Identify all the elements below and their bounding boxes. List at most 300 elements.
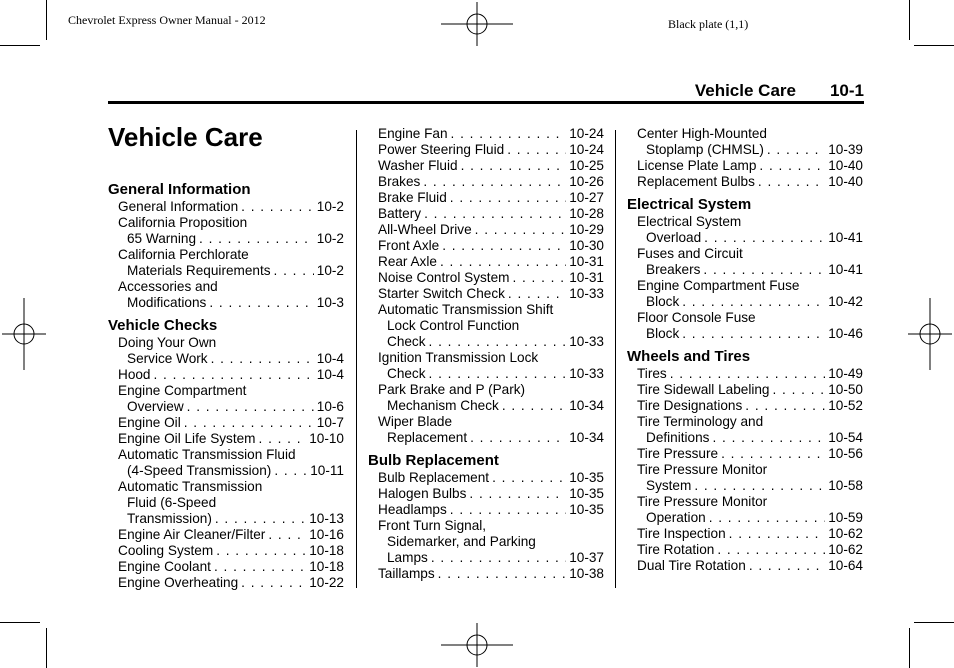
toc-page-number: 10-16 [309, 527, 344, 542]
toc-entry[interactable] [368, 206, 604, 222]
toc-page-number: 10-34 [569, 430, 604, 445]
dot-leader [450, 190, 566, 206]
section-heading: Vehicle Checks [108, 317, 218, 334]
dot-leader [682, 294, 825, 310]
toc-page-number: 10-29 [569, 222, 604, 237]
toc-entry[interactable] [368, 518, 604, 566]
toc-entry-line [118, 575, 344, 591]
toc-entry[interactable] [368, 414, 604, 446]
toc-entry-title: Engine Overheating [118, 575, 239, 590]
dot-leader [241, 575, 306, 591]
toc-page-number: 10-10 [309, 431, 344, 446]
dot-leader [211, 351, 314, 367]
toc-entry-line [378, 518, 604, 534]
toc-entry-title: Materials Requirements [127, 263, 271, 278]
toc-entry[interactable] [108, 335, 344, 367]
toc-entry-title: Overload [646, 230, 702, 245]
dot-leader [442, 238, 566, 254]
toc-entry-title: Block [646, 326, 680, 341]
toc-entry-title: Check [387, 334, 426, 349]
toc-entry-title: Replacement [387, 430, 468, 445]
dot-leader [429, 366, 567, 382]
dot-leader [704, 230, 825, 246]
toc-entry-title: Cooling System [118, 543, 214, 558]
toc-page-number: 10-30 [569, 238, 604, 253]
toc-entry-line [637, 310, 863, 326]
dot-leader [461, 158, 567, 174]
toc-entry-line [118, 447, 344, 463]
dot-leader [241, 199, 314, 215]
toc-entry[interactable] [627, 542, 863, 558]
toc-entry-line [637, 398, 863, 414]
toc-entry[interactable] [108, 383, 344, 415]
header-rule [108, 101, 864, 104]
dot-leader [423, 174, 566, 190]
dot-leader [215, 511, 306, 527]
dot-leader [773, 382, 826, 398]
toc-page-number: 10-37 [569, 550, 604, 565]
dot-leader [492, 470, 566, 486]
running-header [108, 81, 864, 101]
toc-page-number: 10-58 [828, 478, 863, 493]
section-heading: Bulb Replacement [368, 452, 499, 469]
toc-entry-title: Floor Console Fuse [637, 310, 756, 325]
toc-entry-line [637, 558, 863, 574]
toc-entry-line [118, 479, 344, 495]
toc-entry[interactable] [368, 566, 604, 582]
toc-entry-line [378, 566, 604, 582]
toc-entry-line [378, 238, 604, 254]
toc-entry-title: Front Axle [378, 238, 440, 253]
toc-page-number: 10-11 [310, 463, 344, 478]
toc-page-number: 10-22 [309, 575, 344, 590]
toc-entry-line [118, 383, 344, 399]
toc-entry-title: Definitions [646, 430, 710, 445]
toc-entry-title: General Information [118, 199, 239, 214]
toc-entry[interactable] [108, 247, 344, 279]
toc-entry[interactable] [368, 486, 604, 502]
toc-entry-title: Check [387, 366, 426, 381]
toc-entry-line [378, 550, 604, 566]
toc-entry-title: Accessories and [118, 279, 218, 294]
toc-page-number: 10-62 [828, 526, 863, 541]
crop-mark [914, 45, 954, 46]
dot-leader [274, 463, 307, 479]
toc-entry-line [118, 263, 344, 279]
toc-entry-line [637, 446, 863, 462]
toc-entry-line [378, 470, 604, 486]
toc-entry[interactable] [627, 174, 863, 190]
dot-leader [199, 231, 314, 247]
toc-entry[interactable] [627, 310, 863, 342]
dot-leader [214, 559, 306, 575]
toc-entry-line [118, 463, 344, 479]
toc-entry-title: Engine Coolant [118, 559, 211, 574]
toc-entry-title: Power Steering Fluid [378, 142, 505, 157]
toc-entry-title: Electrical System [637, 214, 742, 229]
crop-mark [46, 0, 47, 40]
toc-entry[interactable] [368, 174, 604, 190]
toc-entry-line [378, 414, 604, 430]
toc-entry-line [378, 534, 604, 550]
toc-entry-title: Stoplamp (CHMSL) [646, 142, 764, 157]
toc-entry[interactable] [368, 238, 604, 254]
toc-entry-title: Battery [378, 206, 422, 221]
toc-entry[interactable] [108, 575, 344, 591]
dot-leader [451, 126, 567, 142]
toc-entry-title: Engine Air Cleaner/Filter [118, 527, 266, 542]
toc-column-1 [108, 181, 344, 591]
toc-entry[interactable] [627, 558, 863, 574]
toc-entry-line [637, 414, 863, 430]
toc-entry-line [637, 382, 863, 398]
toc-entry-line [637, 158, 863, 174]
crop-mark [909, 628, 910, 668]
toc-page-number: 10-2 [316, 263, 344, 278]
toc-entry-line [378, 254, 604, 270]
toc-page-number: 10-49 [828, 366, 863, 381]
toc-page-number: 10-59 [828, 510, 863, 525]
crop-mark [46, 628, 47, 668]
dot-leader [438, 566, 567, 582]
toc-entry-line [378, 270, 604, 286]
toc-entry-title: (4-Speed Transmission) [127, 463, 272, 478]
toc-entry-line [637, 214, 863, 230]
toc-page-number: 10-18 [309, 559, 344, 574]
toc-entry-title: Operation [646, 510, 706, 525]
toc-entry[interactable] [368, 382, 604, 414]
dot-leader [721, 446, 825, 462]
dot-leader [470, 430, 566, 446]
toc-entry-line [118, 415, 344, 431]
toc-entry[interactable] [108, 527, 344, 543]
toc-page-number: 10-64 [828, 558, 863, 573]
toc-entry-title: Mechanism Check [387, 398, 499, 413]
toc-entry-line [378, 286, 604, 302]
toc-entry-title: Lock Control Function [387, 318, 520, 333]
toc-page-number: 10-2 [316, 231, 344, 246]
toc-entry-line [637, 430, 863, 446]
toc-entry-line [637, 142, 863, 158]
dot-leader [512, 270, 566, 286]
toc-entry-line [378, 430, 604, 446]
toc-entry-line [378, 334, 604, 350]
dot-leader [268, 527, 306, 543]
toc-entry-title: Fluid (6-Speed [127, 495, 217, 510]
dot-leader [507, 142, 566, 158]
dot-leader [274, 263, 314, 279]
toc-page-number: 10-33 [569, 366, 604, 381]
toc-entry[interactable] [627, 414, 863, 446]
section-heading: Electrical System [627, 196, 752, 213]
toc-entry-line [118, 279, 344, 295]
toc-entry-line [378, 366, 604, 382]
toc-entry-title: Automatic Transmission [118, 479, 263, 494]
toc-entry-line [378, 158, 604, 174]
toc-entry-line [637, 126, 863, 142]
toc-entry[interactable] [108, 367, 344, 383]
toc-entry-title: Replacement Bulbs [637, 174, 755, 189]
toc-entry-title: Center High-Mounted [637, 126, 767, 141]
toc-entry-line [118, 295, 344, 311]
toc-entry[interactable] [368, 254, 604, 270]
toc-entry-title: Service Work [127, 351, 208, 366]
toc-page-number: 10-24 [569, 142, 604, 157]
toc-entry-title: Dual Tire Rotation [637, 558, 746, 573]
toc-entry-line [637, 366, 863, 382]
toc-entry-title: Tire Terminology and [637, 414, 764, 429]
toc-entry-line [637, 230, 863, 246]
toc-entry-title: Wiper Blade [378, 414, 453, 429]
toc-page-number: 10-24 [569, 126, 604, 141]
toc-entry-title: Rear Axle [378, 254, 437, 269]
toc-entry-line [118, 543, 344, 559]
toc-entry[interactable] [627, 526, 863, 542]
toc-entry-line [378, 318, 604, 334]
toc-entry-line [378, 174, 604, 190]
toc-entry-line [118, 215, 344, 231]
toc-entry-title: Engine Compartment [118, 383, 247, 398]
toc-entry-title: Tire Rotation [637, 542, 715, 557]
toc-page-number: 10-33 [569, 286, 604, 301]
toc-page-number: 10-40 [828, 158, 863, 173]
toc-entry-title: Automatic Transmission Shift [378, 302, 554, 317]
manual-title-meta: Chevrolet Express Owner Manual - 2012 [68, 13, 266, 27]
crop-mark [0, 622, 40, 623]
toc-page-number: 10-6 [316, 399, 344, 414]
toc-entry[interactable] [108, 215, 344, 247]
toc-entry-title: All-Wheel Drive [378, 222, 472, 237]
toc-entry-title: Bulb Replacement [378, 470, 490, 485]
toc-entry[interactable] [368, 142, 604, 158]
dot-leader [759, 158, 825, 174]
toc-entry[interactable] [368, 190, 604, 206]
toc-entry[interactable] [627, 382, 863, 398]
toc-page-number: 10-25 [569, 158, 604, 173]
toc-page-number: 10-50 [828, 382, 863, 397]
dot-leader [729, 526, 826, 542]
toc-page-number: 10-54 [828, 430, 863, 445]
toc-entry[interactable] [627, 158, 863, 174]
toc-entry[interactable] [368, 270, 604, 286]
toc-entry-line [637, 478, 863, 494]
toc-page-number: 10-31 [569, 270, 604, 285]
toc-page-number: 10-35 [569, 502, 604, 517]
toc-entry-line [378, 486, 604, 502]
toc-page-number: 10-35 [569, 486, 604, 501]
plate-meta: Black plate (1,1) [668, 17, 749, 31]
toc-entry[interactable] [368, 286, 604, 302]
dot-leader [502, 398, 566, 414]
toc-entry-title: Lamps [387, 550, 428, 565]
toc-entry-line [378, 398, 604, 414]
toc-entry[interactable] [368, 302, 604, 350]
toc-entry-title: Engine Oil [118, 415, 181, 430]
toc-entry[interactable] [368, 502, 604, 518]
dot-leader [187, 399, 314, 415]
page-title: Vehicle Care [108, 122, 263, 152]
toc-entry[interactable] [627, 446, 863, 462]
toc-entry[interactable] [627, 494, 863, 526]
toc-entry-line [637, 246, 863, 262]
column-divider [356, 130, 357, 588]
toc-entry[interactable] [368, 126, 604, 142]
dot-leader [703, 262, 825, 278]
toc-entry-line [118, 559, 344, 575]
toc-entry-line [118, 199, 344, 215]
toc-page-number: 10-42 [828, 294, 863, 309]
toc-entry-line [118, 431, 344, 447]
toc-entry[interactable] [368, 158, 604, 174]
toc-entry[interactable] [627, 366, 863, 382]
toc-entry[interactable] [108, 543, 344, 559]
toc-entry-title: California Proposition [118, 215, 248, 230]
toc-entry-line [637, 294, 863, 310]
toc-entry-line [118, 367, 344, 383]
toc-entry-title: Front Turn Signal, [378, 518, 487, 533]
toc-entry-title: Transmission) [127, 511, 212, 526]
toc-entry-title: Engine Compartment Fuse [637, 278, 800, 293]
toc-entry[interactable] [108, 415, 344, 431]
toc-entry-title: Engine Oil Life System [118, 431, 256, 446]
toc-entry[interactable] [627, 126, 863, 158]
dot-leader [429, 334, 567, 350]
toc-page-number: 10-34 [569, 398, 604, 413]
toc-page-number: 10-18 [309, 543, 344, 558]
toc-entry-line [378, 126, 604, 142]
toc-entry-line [637, 542, 863, 558]
dot-leader [670, 366, 826, 382]
dot-leader [154, 367, 314, 383]
registration-mark-right [908, 298, 952, 370]
toc-page-number: 10-46 [828, 326, 863, 341]
toc-entry-line [637, 326, 863, 342]
registration-mark-bottom [441, 623, 513, 667]
toc-page-number: 10-41 [828, 230, 863, 245]
toc-entry[interactable] [108, 447, 344, 479]
toc-entry-line [378, 382, 604, 398]
toc-entry-title: Tire Pressure Monitor [637, 494, 768, 509]
toc-entry-line [637, 262, 863, 278]
dot-leader [209, 295, 313, 311]
column-divider [615, 130, 616, 588]
toc-entry-title: Taillamps [378, 566, 435, 581]
toc-page-number: 10-28 [569, 206, 604, 221]
dot-leader [745, 398, 825, 414]
toc-entry-line [378, 350, 604, 366]
toc-entry-title: Doing Your Own [118, 335, 217, 350]
toc-entry[interactable] [627, 214, 863, 246]
toc-entry[interactable] [627, 246, 863, 278]
toc-entry[interactable] [627, 278, 863, 310]
toc-entry[interactable] [108, 199, 344, 215]
toc-entry[interactable] [368, 350, 604, 382]
dot-leader [431, 550, 566, 566]
dot-leader [450, 502, 566, 518]
toc-page-number: 10-41 [828, 262, 863, 277]
toc-entry-title: Sidemarker, and Parking [387, 534, 536, 549]
toc-entry[interactable] [108, 431, 344, 447]
toc-entry-title: Starter Switch Check [378, 286, 505, 301]
dot-leader [682, 326, 825, 342]
dot-leader [712, 430, 825, 446]
header-page-number: 10-1 [829, 81, 864, 100]
toc-entry-title: Tire Inspection [637, 526, 726, 541]
dot-leader [184, 415, 314, 431]
toc-entry-title: Block [646, 294, 680, 309]
toc-entry-title: Tire Designations [637, 398, 743, 413]
dot-leader [767, 142, 825, 158]
toc-entry-line [637, 494, 863, 510]
toc-page-number: 10-31 [569, 254, 604, 269]
toc-page-number: 10-38 [569, 566, 604, 581]
toc-entry-line [637, 510, 863, 526]
toc-entry[interactable] [368, 222, 604, 238]
toc-page-number: 10-56 [828, 446, 863, 461]
toc-entry-title: Ignition Transmission Lock [378, 350, 539, 365]
toc-entry-title: Brake Fluid [378, 190, 447, 205]
toc-entry-line [118, 247, 344, 263]
toc-entry-title: Automatic Transmission Fluid [118, 447, 296, 462]
toc-entry-title: Modifications [127, 295, 207, 310]
header-section: Vehicle Care [694, 81, 796, 100]
dot-leader [216, 543, 306, 559]
toc-page-number: 10-4 [316, 367, 344, 382]
toc-entry[interactable] [368, 470, 604, 486]
toc-page-number: 10-4 [316, 351, 344, 366]
dot-leader [508, 286, 566, 302]
toc-entry-title: Overview [127, 399, 184, 414]
dot-leader [259, 431, 307, 447]
toc-entry[interactable] [108, 479, 344, 527]
registration-mark-top [441, 2, 513, 46]
toc-entry-line [637, 174, 863, 190]
toc-entry-title: Brakes [378, 174, 421, 189]
toc-entry-line [118, 231, 344, 247]
toc-entry-line [637, 526, 863, 542]
toc-entry-line [378, 222, 604, 238]
toc-entry-line [378, 142, 604, 158]
toc-entry-line [118, 527, 344, 543]
toc-entry-title: Halogen Bulbs [378, 486, 467, 501]
toc-entry-title: Tire Pressure Monitor [637, 462, 768, 477]
toc-page-number: 10-13 [309, 511, 344, 526]
toc-entry-title: System [646, 478, 692, 493]
toc-entry[interactable] [627, 462, 863, 494]
toc-entry-title: License Plate Lamp [637, 158, 757, 173]
toc-entry[interactable] [627, 398, 863, 414]
dot-leader [717, 542, 825, 558]
dot-leader [709, 510, 826, 526]
toc-page-number: 10-52 [828, 398, 863, 413]
dot-leader [469, 486, 566, 502]
toc-entry-line [378, 302, 604, 318]
toc-page-number: 10-7 [316, 415, 344, 430]
toc-page-number: 10-35 [569, 470, 604, 485]
toc-entry-title: Fuses and Circuit [637, 246, 743, 261]
toc-entry-title: California Perchlorate [118, 247, 249, 262]
toc-entry[interactable] [108, 559, 344, 575]
toc-entry-line [118, 399, 344, 415]
toc-entry-title: Tire Sidewall Labeling [637, 382, 770, 397]
toc-entry-line [378, 206, 604, 222]
toc-page-number: 10-2 [316, 199, 344, 214]
toc-entry[interactable] [108, 279, 344, 311]
section-heading: General Information [108, 181, 251, 198]
toc-column-3 [627, 126, 863, 574]
toc-page-number: 10-3 [316, 295, 344, 310]
section-heading: Wheels and Tires [627, 348, 751, 365]
